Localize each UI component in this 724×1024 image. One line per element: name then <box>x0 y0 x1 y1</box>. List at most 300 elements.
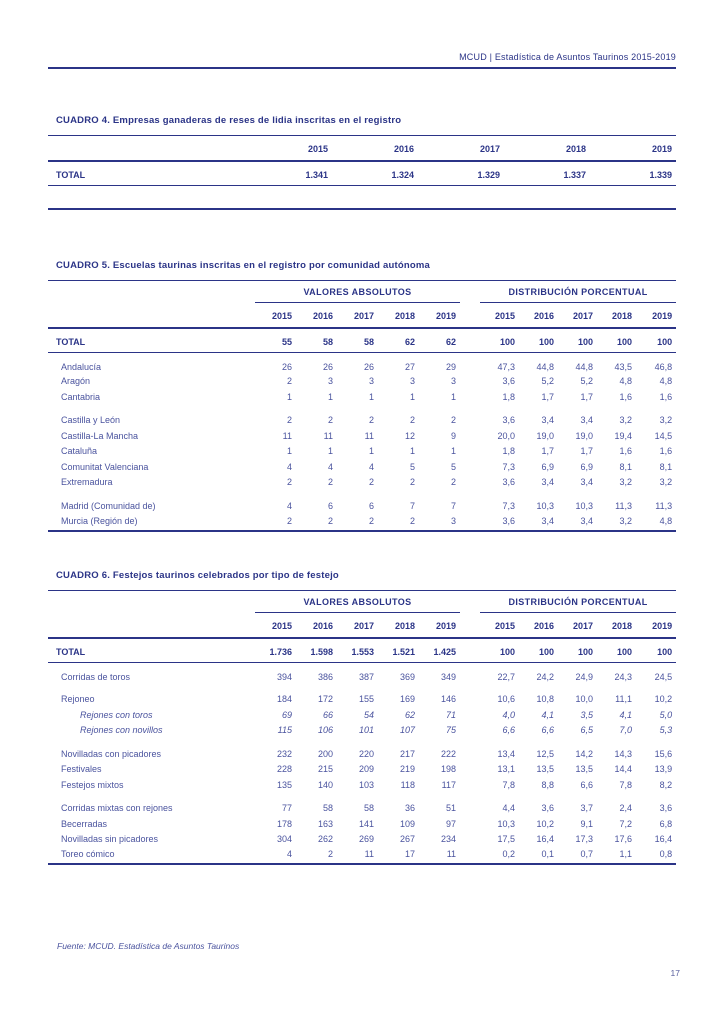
value-cell: 6,5 <box>580 725 594 736</box>
value-cell: 17 <box>404 849 415 859</box>
value-cell: 304 <box>276 834 292 845</box>
spacer-row <box>48 405 676 413</box>
value-cell: 3 <box>409 376 415 387</box>
value-cell: 1 <box>409 391 415 402</box>
year-header-row <box>48 612 676 638</box>
page-header <box>48 0 676 69</box>
value-cell: 155 <box>358 694 374 705</box>
value-cell: 267 <box>399 834 415 845</box>
value-cell: 6,6 <box>541 725 555 736</box>
value-cell: 1 <box>409 446 415 457</box>
value-cell: 394 <box>276 671 292 682</box>
gap-cell <box>460 280 480 302</box>
header-title: MCUD | Estadística de Asuntos Taurinos 2015-2019 <box>459 52 676 62</box>
value-cell: 2 <box>327 415 333 426</box>
cuadro6-table <box>48 590 676 866</box>
value-cell: 36 <box>404 803 415 814</box>
value-cell: 8,8 <box>541 779 555 790</box>
group-header: VALORES ABSOLUTOS <box>255 280 460 302</box>
value-cell: 20,0 <box>497 430 516 441</box>
row-label: TOTAL <box>48 328 255 353</box>
value-cell: 24,2 <box>536 671 555 682</box>
value-cell: 6,9 <box>541 461 555 472</box>
value-cell: 17,6 <box>614 834 633 845</box>
spacer-cell <box>48 490 676 498</box>
table-row <box>48 514 676 531</box>
gap-cell <box>460 746 480 762</box>
value-cell: 1 <box>327 391 333 402</box>
year-header-cell: 2017 <box>558 302 597 328</box>
value-cell: 24,5 <box>654 671 673 682</box>
gap-cell <box>460 413 480 429</box>
row-label: Novilladas con picadores <box>61 748 162 759</box>
value-cell: 2 <box>286 515 292 526</box>
value-cell: 55 <box>255 328 296 353</box>
spacer-cell <box>48 405 676 413</box>
value-cell: 5,2 <box>541 376 555 387</box>
row-label: TOTAL <box>48 161 246 186</box>
value-cell: 1 <box>368 446 374 457</box>
value-cell: 269 <box>358 834 374 845</box>
value-cell: 3,2 <box>619 415 633 426</box>
value-cell: 1,6 <box>659 391 673 402</box>
row-label: Andalucía <box>61 361 102 372</box>
table-row <box>48 816 676 832</box>
value-cell: 11,3 <box>615 500 633 511</box>
year-header-cell: 2017 <box>337 302 378 328</box>
value-cell: 46,8 <box>654 361 673 372</box>
value-cell: 5,3 <box>659 725 673 736</box>
value-cell: 4,4 <box>502 803 516 814</box>
value-cell: 100 <box>558 328 597 353</box>
value-cell: 11 <box>282 430 292 441</box>
table-row <box>48 801 676 817</box>
row-label: Castilla y León <box>61 415 121 426</box>
value-cell: 4,8 <box>619 376 633 387</box>
value-cell: 100 <box>519 638 558 663</box>
gap-cell <box>460 847 480 864</box>
value-cell: 217 <box>399 748 415 759</box>
value-cell: 1,6 <box>619 446 633 457</box>
value-cell: 7,2 <box>619 818 633 829</box>
gap-cell <box>460 459 480 475</box>
value-cell: 118 <box>400 779 415 790</box>
value-cell: 5,2 <box>580 376 594 387</box>
value-cell: 3,4 <box>541 515 555 526</box>
spacer-cell <box>48 738 676 746</box>
value-cell: 1,8 <box>502 446 516 457</box>
value-cell: 1 <box>368 391 374 402</box>
row-label: Madrid (Comunidad de) <box>61 500 156 511</box>
value-cell: 16,4 <box>536 834 555 845</box>
value-cell: 71 <box>446 709 457 720</box>
value-cell: 2 <box>451 477 457 488</box>
value-cell: 12 <box>404 430 415 441</box>
value-cell: 3 <box>327 376 333 387</box>
gap-cell <box>460 723 480 739</box>
spacer-row <box>48 738 676 746</box>
value-cell: 3 <box>451 376 457 387</box>
value-cell: 103 <box>358 779 374 790</box>
gap-cell <box>460 801 480 817</box>
value-cell: 54 <box>363 709 374 720</box>
value-cell: 1.736 <box>255 638 296 663</box>
year-header-cell: 2015 <box>255 612 296 638</box>
spacer-cell <box>48 684 676 692</box>
row-label: Corridas de toros <box>61 671 131 682</box>
row-label: Novilladas sin picadores <box>61 834 159 845</box>
value-cell: 106 <box>317 725 333 736</box>
value-cell: 4,8 <box>659 515 673 526</box>
value-cell: 100 <box>636 638 676 663</box>
value-cell: 1 <box>451 446 457 457</box>
value-cell: 349 <box>441 671 457 682</box>
group-header: DISTRIBUCIÓN PORCENTUAL <box>480 590 676 612</box>
source-note: Fuente: MCUD. Estadística de Asuntos Taurinos <box>57 941 240 951</box>
value-cell: 4,0 <box>502 709 516 720</box>
table-row <box>48 723 676 739</box>
value-cell: 14,3 <box>614 748 633 759</box>
value-cell: 24,9 <box>575 671 594 682</box>
value-cell: 3,4 <box>541 415 555 426</box>
gap-cell <box>460 692 480 708</box>
value-cell: 369 <box>399 671 415 682</box>
cuadro6-title: CUADRO 6. Festejos taurinos celebrados por tipo de festejo <box>56 569 339 581</box>
value-cell: 11,1 <box>615 694 633 705</box>
value-cell: 10,3 <box>497 818 516 829</box>
value-cell: 58 <box>337 328 378 353</box>
value-cell: 7,8 <box>502 779 516 790</box>
value-cell: 184 <box>276 694 292 705</box>
table-row <box>48 832 676 848</box>
value-cell: 1,1 <box>619 849 633 859</box>
value-cell: 62 <box>378 328 419 353</box>
gap-cell <box>460 638 480 663</box>
value-cell: 58 <box>322 803 333 814</box>
value-cell: 178 <box>276 818 292 829</box>
value-cell: 44,8 <box>575 361 594 372</box>
value-cell: 7 <box>409 500 415 511</box>
table-row <box>48 777 676 793</box>
year-header-cell: 2019 <box>590 136 676 162</box>
year-header-cell: 2019 <box>636 302 676 328</box>
row-label: Murcia (Región de) <box>61 515 138 526</box>
value-cell: 1,6 <box>659 446 673 457</box>
value-cell: 4 <box>286 849 292 859</box>
value-cell: 7,3 <box>502 461 516 472</box>
row-label: Cataluña <box>61 446 98 457</box>
value-cell: 14,4 <box>614 764 633 775</box>
value-cell: 11 <box>446 849 457 859</box>
value-cell: 7,8 <box>619 779 633 790</box>
total-row <box>48 161 676 186</box>
value-cell: 43,5 <box>614 361 633 372</box>
row-label: Festivales <box>61 764 102 775</box>
value-cell: 3,2 <box>659 415 673 426</box>
value-cell: 3,2 <box>619 477 633 488</box>
value-cell: 6 <box>327 500 333 511</box>
year-header-cell: 2018 <box>378 302 419 328</box>
row-label: Cantabria <box>61 391 101 402</box>
gap-cell <box>460 832 480 848</box>
value-cell: 169 <box>399 694 415 705</box>
value-cell: 0,7 <box>580 849 594 859</box>
value-cell: 1,7 <box>541 446 555 457</box>
value-cell: 9,1 <box>580 818 594 829</box>
value-cell: 100 <box>636 328 676 353</box>
table-row <box>48 374 676 390</box>
value-cell: 117 <box>441 779 457 790</box>
gap-cell <box>460 762 480 778</box>
value-cell: 13,4 <box>497 748 516 759</box>
value-cell: 10,2 <box>654 694 673 705</box>
value-cell: 66 <box>322 709 333 720</box>
value-cell: 10,3 <box>536 500 555 511</box>
value-cell: 135 <box>276 779 292 790</box>
value-cell: 10,6 <box>497 694 516 705</box>
year-header-cell: 2017 <box>418 136 504 162</box>
table-row <box>48 413 676 429</box>
value-cell: 109 <box>399 818 415 829</box>
value-cell: 4 <box>368 461 374 472</box>
value-cell: 19,4 <box>614 430 633 441</box>
year-header-cell: 2017 <box>558 612 597 638</box>
value-cell: 2 <box>451 415 457 426</box>
table-row <box>48 389 676 405</box>
value-cell: 146 <box>441 694 457 705</box>
value-cell: 234 <box>441 834 457 845</box>
value-cell: 3,4 <box>541 477 555 488</box>
year-header-cell: 2016 <box>296 302 337 328</box>
value-cell: 15,6 <box>654 748 673 759</box>
value-cell: 1.341 <box>246 161 332 186</box>
value-cell: 163 <box>317 818 333 829</box>
value-cell: 3,5 <box>580 709 594 720</box>
gap-cell <box>460 662 480 684</box>
empty-cell <box>48 280 255 302</box>
row-label: Extremadura <box>61 477 113 488</box>
gap-cell <box>460 428 480 444</box>
value-cell: 14,5 <box>654 430 673 441</box>
table-row <box>48 692 676 708</box>
value-cell: 1 <box>286 446 292 457</box>
year-header-cell: 2018 <box>597 302 636 328</box>
value-cell: 1.521 <box>378 638 419 663</box>
value-cell: 2 <box>327 849 333 859</box>
cuadro5-table <box>48 280 676 532</box>
value-cell: 1,6 <box>619 391 633 402</box>
value-cell: 3,6 <box>502 376 516 387</box>
table-row <box>48 746 676 762</box>
year-header-cell: 2015 <box>480 612 519 638</box>
value-cell: 13,5 <box>575 764 594 775</box>
value-cell: 51 <box>446 803 457 814</box>
value-cell: 10,0 <box>575 694 594 705</box>
gap-cell <box>460 816 480 832</box>
value-cell: 3,4 <box>580 515 594 526</box>
spacer-row <box>48 186 676 209</box>
value-cell: 17,5 <box>497 834 516 845</box>
value-cell: 26 <box>322 361 333 372</box>
value-cell: 16,4 <box>654 834 673 845</box>
value-cell: 3 <box>368 376 374 387</box>
value-cell: 24,3 <box>614 671 633 682</box>
value-cell: 4,1 <box>619 709 633 720</box>
table-row <box>48 444 676 460</box>
value-cell: 13,5 <box>536 764 555 775</box>
cuadro4-table <box>48 135 676 210</box>
value-cell: 100 <box>480 328 519 353</box>
value-cell: 387 <box>358 671 374 682</box>
value-cell: 1.337 <box>504 161 590 186</box>
value-cell: 2 <box>409 415 415 426</box>
value-cell: 7,3 <box>502 500 516 511</box>
value-cell: 3 <box>451 515 457 526</box>
value-cell: 172 <box>317 694 333 705</box>
value-cell: 209 <box>358 764 374 775</box>
value-cell: 11 <box>323 430 333 441</box>
value-cell: 29 <box>446 361 457 372</box>
value-cell: 262 <box>317 834 333 845</box>
value-cell: 4 <box>286 500 292 511</box>
gap-cell <box>460 612 480 638</box>
value-cell: 2 <box>409 515 415 526</box>
value-cell: 1 <box>451 391 457 402</box>
value-cell: 3,2 <box>659 477 673 488</box>
value-cell: 0,1 <box>541 849 555 859</box>
value-cell: 8,2 <box>659 779 673 790</box>
value-cell: 1,8 <box>502 391 516 402</box>
spacer-row <box>48 490 676 498</box>
value-cell: 2 <box>286 477 292 488</box>
page-content <box>48 115 676 865</box>
value-cell: 0,8 <box>659 849 673 859</box>
value-cell: 1,7 <box>580 391 594 402</box>
value-cell: 69 <box>281 709 292 720</box>
group-header-row <box>48 280 676 302</box>
value-cell: 2 <box>368 477 374 488</box>
value-cell: 19,0 <box>536 430 555 441</box>
row-label: Aragón <box>61 376 91 387</box>
year-header-cell: 2017 <box>337 612 378 638</box>
empty-cell <box>48 136 246 162</box>
table-row <box>48 475 676 491</box>
value-cell: 6,6 <box>580 779 594 790</box>
row-label: Festejos mixtos <box>61 779 124 790</box>
row-label: Castilla-La Mancha <box>61 430 139 441</box>
total-row <box>48 328 676 353</box>
value-cell: 11,3 <box>655 500 673 511</box>
value-cell: 198 <box>441 764 457 775</box>
value-cell: 100 <box>597 638 636 663</box>
gap-cell <box>460 498 480 514</box>
year-header-cell: 2016 <box>332 136 418 162</box>
spacer-row <box>48 793 676 801</box>
value-cell: 140 <box>317 779 333 790</box>
value-cell: 13,1 <box>497 764 516 775</box>
value-cell: 58 <box>296 328 337 353</box>
gap-cell <box>460 389 480 405</box>
value-cell: 2 <box>409 477 415 488</box>
value-cell: 1.553 <box>337 638 378 663</box>
value-cell: 19,0 <box>575 430 594 441</box>
value-cell: 27 <box>404 361 415 372</box>
value-cell: 4,8 <box>659 376 673 387</box>
year-header-cell: 2015 <box>255 302 296 328</box>
value-cell: 3,7 <box>580 803 594 814</box>
value-cell: 220 <box>358 748 374 759</box>
value-cell: 115 <box>277 725 292 736</box>
value-cell: 2 <box>368 515 374 526</box>
year-header-cell: 2016 <box>296 612 337 638</box>
value-cell: 97 <box>446 818 457 829</box>
year-header-row <box>48 302 676 328</box>
value-cell: 14,2 <box>575 748 594 759</box>
value-cell: 200 <box>317 748 333 759</box>
page-number: 17 <box>670 968 680 978</box>
value-cell: 100 <box>519 328 558 353</box>
year-header-cell: 2016 <box>519 302 558 328</box>
value-cell: 5 <box>451 461 457 472</box>
table-row <box>48 428 676 444</box>
table-row <box>48 662 676 684</box>
value-cell: 4 <box>286 461 292 472</box>
value-cell: 141 <box>358 818 374 829</box>
gap-cell <box>460 328 480 353</box>
value-cell: 2 <box>286 415 292 426</box>
gap-cell <box>460 444 480 460</box>
year-header-row <box>48 136 676 162</box>
value-cell: 1.598 <box>296 638 337 663</box>
value-cell: 17,3 <box>575 834 594 845</box>
value-cell: 3,6 <box>541 803 555 814</box>
value-cell: 4,1 <box>541 709 555 720</box>
cuadro5-title: CUADRO 5. Escuelas taurinas inscritas en el registro por comunidad autónoma <box>56 259 430 271</box>
value-cell: 7,0 <box>619 725 633 736</box>
row-label: Toreo cómico <box>61 849 115 859</box>
value-cell: 10,3 <box>575 500 594 511</box>
gap-cell <box>460 302 480 328</box>
value-cell: 62 <box>419 328 460 353</box>
value-cell: 26 <box>363 361 374 372</box>
gap-cell <box>460 707 480 723</box>
value-cell: 6,8 <box>659 818 673 829</box>
value-cell: 10,2 <box>536 818 555 829</box>
value-cell: 107 <box>399 725 415 736</box>
cuadro4-title: CUADRO 4. Empresas ganaderas de reses de lidia inscritas en el registro <box>56 115 402 126</box>
gap-cell <box>460 590 480 612</box>
value-cell: 100 <box>597 328 636 353</box>
spacer-cell <box>48 793 676 801</box>
value-cell: 75 <box>446 725 457 736</box>
value-cell: 2 <box>327 477 333 488</box>
value-cell: 3,4 <box>580 477 594 488</box>
table-row <box>48 847 676 864</box>
gap-cell <box>460 374 480 390</box>
value-cell: 2 <box>327 515 333 526</box>
year-header-cell: 2015 <box>246 136 332 162</box>
value-cell: 1.324 <box>332 161 418 186</box>
value-cell: 3,4 <box>580 415 594 426</box>
value-cell: 215 <box>317 764 333 775</box>
row-label: Rejones con novillos <box>80 725 163 736</box>
value-cell: 2,4 <box>619 803 633 814</box>
value-cell: 13,9 <box>654 764 673 775</box>
group-header: VALORES ABSOLUTOS <box>255 590 460 612</box>
value-cell: 62 <box>404 709 415 720</box>
year-header-cell: 2018 <box>378 612 419 638</box>
table-row <box>48 459 676 475</box>
